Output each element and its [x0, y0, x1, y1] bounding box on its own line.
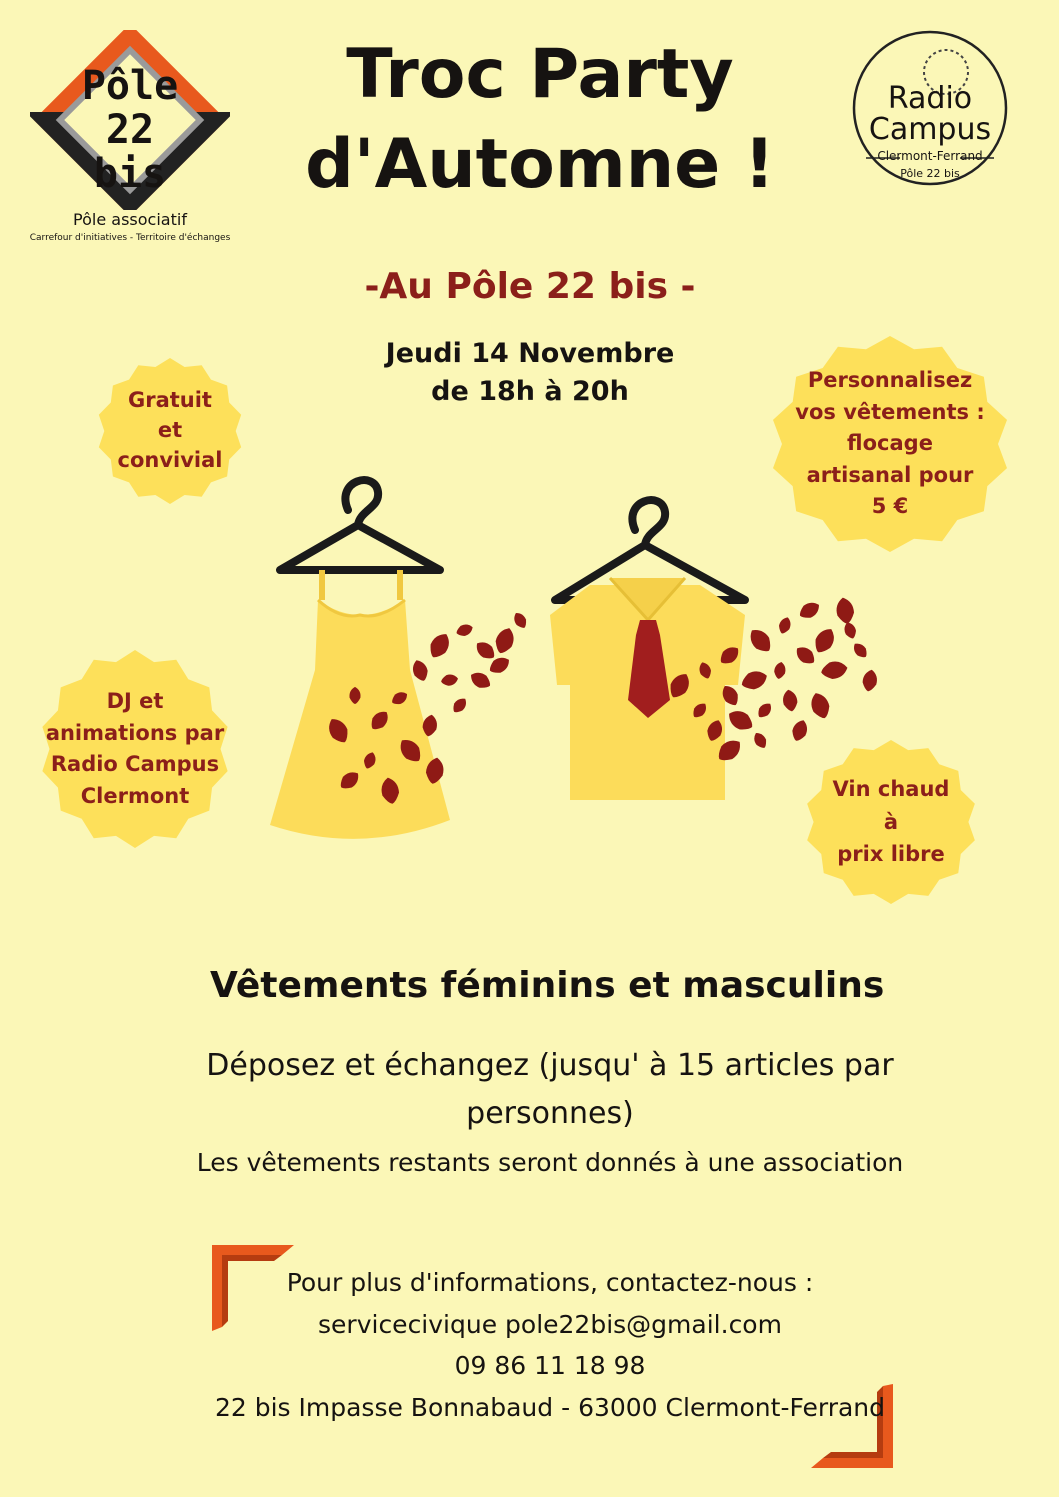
- leaf-icon: [745, 625, 775, 656]
- event-date: [340, 335, 720, 411]
- leaf-icon: [440, 673, 459, 687]
- logo-pole-text: Pôle: [81, 63, 179, 109]
- leaf-icon: [793, 643, 819, 668]
- leaf-icon: [739, 668, 770, 693]
- leaf-icon: [851, 640, 870, 660]
- leaf-icon: [751, 730, 769, 750]
- shirt-icon: [550, 578, 745, 800]
- leaf-icon: [725, 706, 757, 734]
- leaf-icon: [450, 695, 469, 715]
- pole-22bis-logo: [30, 30, 230, 250]
- badge-personnalisez: Personnalisez vos vêtements : flocage artisanal pour 5 €: [770, 336, 1010, 552]
- title-line-1: Troc Party: [346, 35, 734, 114]
- leaf-icon: [811, 625, 839, 657]
- contact-email[interactable]: servicecivique pole22bis@gmail.com: [318, 1309, 782, 1339]
- title-line-2: d'Automne !: [305, 124, 775, 204]
- leaf-icon: [473, 638, 499, 663]
- logo-tagline: Pôle associatif: [73, 210, 187, 229]
- date-day: Jeudi 14 Novembre: [385, 338, 675, 369]
- radio-campus-logo: [850, 28, 1010, 188]
- logo-subtagline: Carrefour d'initiatives - Territoire d'échanges: [29, 233, 231, 243]
- restants-text: Les vêtements restants seront donnés à une association: [196, 1148, 904, 1177]
- leaf-icon: [789, 718, 810, 743]
- leaf-icon: [468, 669, 494, 692]
- dress-icon: [270, 570, 450, 839]
- badge-vin-chaud: Vin chaud à prix libre: [805, 740, 977, 904]
- contact-intro: Pour plus d'informations, contactez-nous :: [286, 1268, 814, 1297]
- contact-block: [200, 1262, 900, 1428]
- date-time: de 18h à 20h: [431, 375, 629, 407]
- clothes-illustration: [260, 470, 880, 870]
- leaf-icon: [773, 661, 787, 680]
- contact-phone[interactable]: 09 86 11 18 98: [454, 1351, 646, 1380]
- clothing-headline: Vêtements féminins et masculins: [210, 965, 885, 1006]
- leaf-icon: [492, 625, 517, 656]
- campus-text: Campus: [868, 111, 992, 147]
- dress-hanger-icon: [280, 480, 440, 570]
- subtitle: -Au Pôle 22 bis -: [364, 266, 696, 307]
- radio-city: Clermont-Ferrand: [877, 149, 983, 163]
- leaf-icon: [834, 596, 856, 625]
- leaf-icon: [781, 689, 799, 713]
- badge-gratuit: Gratuit et convivial: [97, 358, 243, 504]
- logo-22bis-text: 22 bis: [93, 107, 167, 197]
- badge-dj: DJ et animations par Radio Campus Clermont: [40, 650, 230, 848]
- leaf-icon: [511, 610, 529, 630]
- leaf-icon: [842, 621, 858, 641]
- leaf-icon: [820, 659, 849, 681]
- leaf-icon: [797, 599, 823, 622]
- leaf-icon: [426, 630, 454, 662]
- deposez-text: Déposez et échangez (jusqu' à 15 articles par personnes): [206, 1048, 894, 1131]
- radio-sub: Pôle 22 bis: [900, 167, 960, 180]
- leaf-icon: [777, 616, 793, 636]
- radio-text: Radio: [887, 81, 973, 116]
- leaf-icon: [755, 700, 774, 720]
- contact-address: 22 bis Impasse Bonnabaud - 63000 Clermont-Ferrand: [214, 1392, 886, 1422]
- leaf-icon: [410, 658, 431, 683]
- leaf-icon: [455, 622, 475, 638]
- page-title: [240, 30, 840, 210]
- leaf-icon: [861, 669, 879, 693]
- leaf-icon: [808, 690, 833, 721]
